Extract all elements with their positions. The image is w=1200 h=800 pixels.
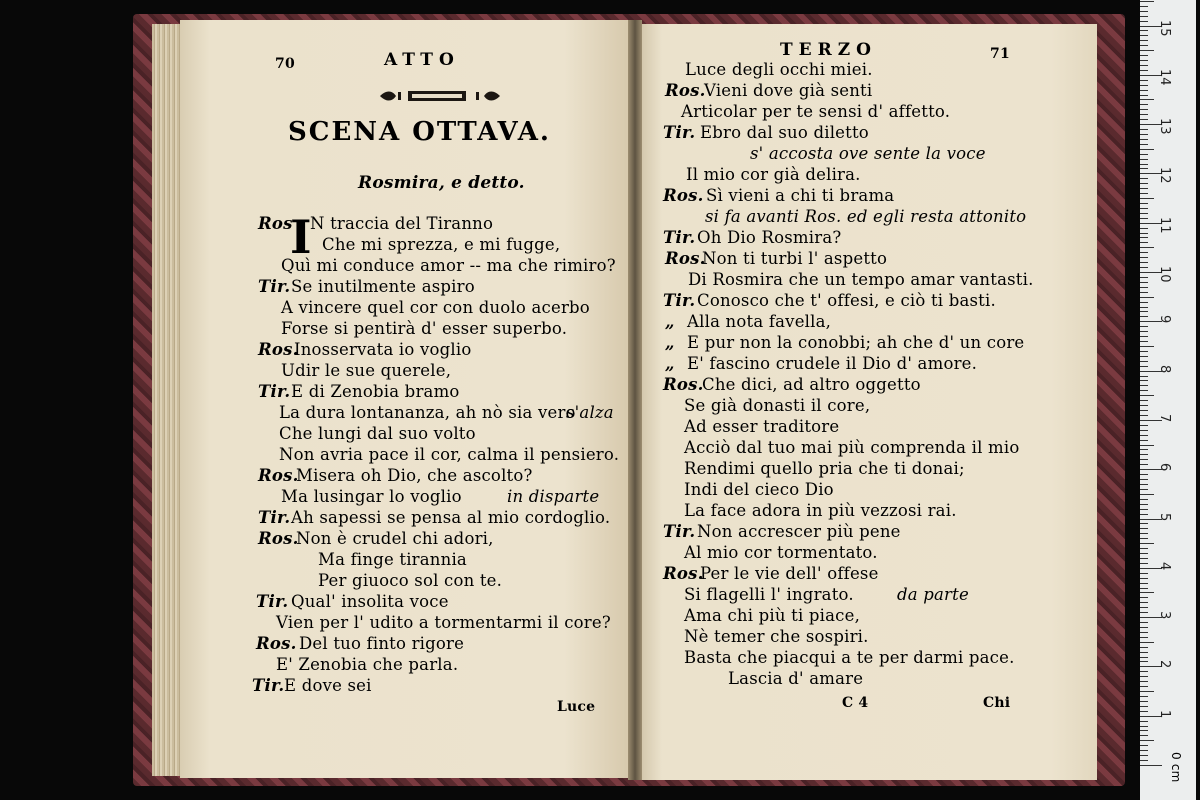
ruler-tick [1140,267,1148,268]
verse-line: Acciò dal tuo mai più comprenda il mio [684,438,1020,457]
ruler-tick [1140,380,1148,381]
verse-line: Non avria pace il cor, calma il pensiero. [279,445,620,464]
ruler-tick [1140,474,1148,475]
ruler-tick [1140,208,1148,209]
ruler-tick [1140,366,1148,367]
speaker-label: Ros. [665,249,706,268]
ruler-tick [1140,583,1148,584]
ornament-icon [378,88,502,104]
verse-line: Non ti turbi l' aspetto [702,249,888,268]
ruler-tick [1140,307,1148,308]
stage-direction: s'alza [566,403,614,422]
verse-line: Lascia d' amare [728,669,864,688]
ruler-tick [1140,178,1148,179]
verse-line: Indi del cieco Dio [684,480,834,499]
ruler-tick [1140,326,1148,327]
ruler-tick [1140,149,1154,150]
verse-line: La face adora in più vezzosi rai. [684,501,957,520]
ruler-tick [1140,218,1148,219]
ruler-tick [1140,533,1148,534]
ruler-number: 15 [1157,19,1172,37]
verse-line: E' Zenobia che parla. [276,655,459,674]
ruler-tick [1140,247,1154,248]
scene-title: SCENA OTTAVA. [288,117,551,147]
ruler-tick [1140,499,1148,500]
ruler-tick [1140,454,1148,455]
speaker-label: Tir. [663,228,696,247]
verse-line: Per giuoco sol con te. [318,571,503,590]
ruler-tick [1140,50,1154,51]
ruler-tick [1140,652,1148,653]
verse-line: Udir le sue querele, [281,361,452,380]
verse-line: Ebro dal suo diletto [700,123,869,142]
ruler-tick [1140,203,1148,204]
speaker-label: Tir. [256,592,289,611]
ruler-tick [1140,80,1148,81]
ruler-tick [1140,144,1148,145]
left-running-head: ATTO [384,50,460,70]
left-page-number: 70 [275,56,295,72]
ruler-tick [1140,351,1148,352]
ruler-tick [1140,523,1148,524]
ruler-tick [1140,311,1148,312]
speaker-label: Ros. [663,564,704,583]
speaker-label: Tir. [258,382,291,401]
verse-line: Si flagelli l' ingrato. [684,585,854,604]
ruler-tick [1140,597,1148,598]
ruler-tick [1140,6,1148,7]
ruler-tick [1140,385,1148,386]
ruler-tick [1140,16,1148,17]
verse-line: Nè temer che sospiri. [684,627,869,646]
ruler-number: 12 [1157,167,1172,184]
ruler-tick [1140,346,1154,347]
verse-line: A vincere quel cor con duolo acerbo [281,298,590,317]
ruler-tick [1140,676,1148,677]
ruler-tick [1140,514,1148,515]
ruler-number: 3 [1157,611,1172,620]
verse-line: Alla nota favella, [687,312,832,331]
drop-cap: I [290,210,312,264]
ruler-tick [1140,287,1148,288]
ruler-tick [1140,425,1148,426]
ruler-tick [1140,449,1148,450]
speaker-label: Tir. [252,676,285,695]
ruler-tick [1140,193,1148,194]
ruler-number: 5 [1157,512,1172,521]
ruler-tick [1140,70,1148,71]
ruler-tick [1140,573,1148,574]
speaker-label: Ros. [256,634,297,653]
speaker-label: Ros. [663,375,704,394]
ruler-tick [1140,55,1148,56]
ruler-tick [1140,1,1154,2]
speaker-label: Tir. [663,522,696,541]
verse-line: Quì mi conduce amor -- ma che rimiro? [281,256,616,275]
ruler-tick [1140,415,1148,416]
ruler-tick [1140,755,1148,756]
ruler-tick [1140,632,1148,633]
ruler-tick [1140,750,1148,751]
ruler-tick [1140,109,1148,110]
verse-line: Sì vieni a chi ti brama [706,186,895,205]
ruler-tick [1140,445,1154,446]
verse-line: Il mio cor già delira. [686,165,861,184]
ruler-tick [1140,504,1148,505]
ruler-tick [1140,553,1148,554]
verse-line: E' fascino crudele il Dio d' amore. [687,354,978,373]
ruler-tick [1140,602,1148,603]
verse-line: Ma finge tirannia [318,550,467,569]
ruler-tick [1140,134,1148,135]
speaker-label: Ros. [665,81,706,100]
verse-line: Forse si pentirà d' esser superbo. [281,319,568,338]
ruler-tick [1140,159,1148,160]
ruler-tick [1140,400,1148,401]
ruler-tick [1140,361,1148,362]
ruler-tick [1140,543,1154,544]
speaker-label: Ros. [258,466,299,485]
verse-line: Oh Dio Rosmira? [697,228,842,247]
ruler-tick [1140,282,1148,283]
ruler-tick [1140,331,1148,332]
ruler-number: 13 [1157,118,1172,135]
ruler-tick [1140,671,1148,672]
ruler-tick [1140,681,1148,682]
ruler-tick [1140,696,1148,697]
ruler-tick [1140,35,1148,36]
speaker-label: „ [665,354,675,373]
gutter [628,20,642,780]
ruler-tick [1140,578,1148,579]
ruler-tick [1140,735,1148,736]
ruler-tick [1140,65,1148,66]
verse-line: Per le vie dell' offese [700,564,879,583]
ruler-tick [1140,642,1154,643]
ruler-tick [1140,464,1148,465]
speaker-label: „ [665,312,675,331]
verse-line: Misera oh Dio, che ascolto? [296,466,533,485]
ruler-tick [1140,558,1148,559]
ruler-number: 14 [1157,68,1172,86]
verse-line: Non è crudel chi adori, [296,529,494,548]
ruler-tick [1140,563,1148,564]
ruler-tick [1140,316,1148,317]
ruler-number: 9 [1157,315,1172,324]
ruler-tick [1140,548,1148,549]
measurement-ruler [1140,0,1196,800]
verse-line: Articolar per te sensi d' affetto. [681,102,951,121]
ruler-tick [1140,297,1154,298]
right-catchword: Chi [983,695,1011,711]
ruler-tick [1140,11,1148,12]
ruler-tick [1140,686,1148,687]
ruler-tick [1140,711,1148,712]
ruler-tick [1140,40,1148,41]
ruler-tick [1140,740,1154,741]
verse-line: Vien per l' udito a tormentarmi il core? [276,613,611,632]
ruler-tick [1140,479,1148,480]
speaker-label: Tir. [258,508,291,527]
ruler-tick [1140,588,1148,589]
ruler-tick [1140,612,1148,613]
speaker-label: „ [665,333,675,352]
ruler-tick [1140,440,1148,441]
ruler-tick [1140,430,1148,431]
ruler-tick [1140,745,1148,746]
ruler-tick [1140,760,1148,761]
ruler-tick [1140,302,1148,303]
ruler-tick [1140,45,1148,46]
verse-line: Ma lusingar lo voglio [281,487,462,506]
ruler-tick [1140,292,1148,293]
speaker-label: Ros. [258,529,299,548]
verse-line: Qual' insolita voce [291,592,449,611]
ruler-number: 7 [1157,413,1172,423]
ruler-tick [1140,21,1148,22]
ruler-number: 2 [1157,660,1172,669]
ruler-number: 8 [1157,364,1172,373]
ruler-tick [1140,376,1148,377]
ruler-number: 11 [1157,216,1172,234]
ruler-tick [1140,637,1148,638]
ruler-tick [1140,164,1148,165]
ruler-tick [1140,721,1148,722]
ruler-tick [1140,538,1148,539]
verse-line: Ad esser traditore [684,417,840,436]
verse-line: Vieni dove già senti [704,81,873,100]
ruler-tick [1140,528,1148,529]
speaker-label: Tir. [258,277,291,296]
stage-direction: in disparte [507,487,600,506]
verse-line: La dura lontananza, ah nò sia vero [279,403,576,422]
ruler-tick [1140,410,1148,411]
ruler-tick [1140,114,1148,115]
speaker-label: Tir. [663,291,696,310]
ruler-tick [1140,262,1148,263]
verse-line: E pur non la conobbi; ah che d' un core [687,333,1025,352]
verse-line: Basta che piacqui a te per darmi pace. [684,648,1015,667]
ruler-tick [1140,242,1148,243]
ruler-tick [1140,405,1148,406]
verse-line: Del tuo finto rigore [299,634,465,653]
ruler-tick [1140,228,1148,229]
verse-line: Rendimi quello pria che ti donai; [684,459,965,478]
ruler-tick [1140,183,1148,184]
ruler-number: 4 [1157,561,1172,571]
verse-line: Conosco che t' offesi, e ciò ti basti. [697,291,996,310]
ruler-tick [1140,252,1148,253]
verse-line: Che dici, ad altro oggetto [702,375,921,394]
ruler-tick [1140,154,1148,155]
verse-line: E dove sei [284,676,372,695]
ruler-tick [1140,459,1148,460]
ruler-tick [1140,592,1154,593]
ruler-tick [1140,99,1154,100]
ruler-tick [1140,168,1148,169]
ruler-tick [1140,119,1148,120]
ruler-tick [1140,726,1148,727]
verse-line: N traccia del Tiranno [310,214,494,233]
ruler-tick [1140,341,1148,342]
ruler-tick [1140,104,1148,105]
stage-direction: s' accosta ove sente la voce [750,144,986,163]
ruler-tick [1140,198,1154,199]
ruler-tick [1140,701,1148,702]
verse-line: Che lungi dal suo volto [279,424,476,443]
verse-line: Al mio cor tormentato. [684,543,878,562]
ruler-tick [1140,484,1148,485]
ruler-tick [1140,90,1148,91]
ruler-tick [1140,657,1148,658]
signature-mark: C 4 [842,695,869,711]
ruler-tick [1140,233,1148,234]
ruler-tick [1140,730,1148,731]
ruler-tick [1140,489,1148,490]
ruler-tick [1140,765,1162,766]
verse-line: Ah sapessi se pensa al mio cordoglio. [291,508,611,527]
ruler-tick [1140,129,1148,130]
speaker-label: Ros. [663,186,704,205]
right-running-head: TERZO [780,40,877,60]
verse-line: E di Zenobia bramo [291,382,460,401]
ruler-number: 10 [1157,266,1172,283]
ruler-tick [1140,60,1148,61]
ruler-tick [1140,435,1148,436]
ruler-tick [1140,213,1148,214]
ruler-tick [1140,627,1148,628]
ruler-tick [1140,336,1148,337]
verse-line: Di Rosmira che un tempo amar vantasti. [688,270,1034,289]
speaker-label: Ros [258,214,293,233]
ruler-tick [1140,356,1148,357]
ruler-tick [1140,237,1148,238]
ruler-tick [1140,706,1148,707]
ruler-number: 6 [1157,463,1172,472]
ruler-tick [1140,390,1148,391]
page-edges [152,24,182,776]
right-page-number: 71 [990,46,1010,62]
verse-line: Luce degli occhi miei. [685,60,873,79]
ruler-tick [1140,661,1148,662]
stage-direction: si fa avanti Ros. ed egli resta attonito [705,207,1027,226]
verse-line: Che mi sprezza, e mi fugge, [322,235,561,254]
ruler-tick [1140,691,1154,692]
left-catchword: Luce [557,699,596,715]
verse-line: Inosservata io voglio [294,340,472,359]
verse-line: Ama chi più ti piace, [684,606,861,625]
ruler-unit-label: 0 cm [1169,752,1183,783]
ruler-tick [1140,622,1148,623]
ruler-number: 1 [1157,709,1172,718]
speaker-label: Ros. [258,340,299,359]
ruler-tick [1140,30,1148,31]
ruler-tick [1140,509,1148,510]
verse-line: Non accrescer più pene [697,522,901,541]
verse-line: Se inutilmente aspiro [291,277,475,296]
ruler-tick [1140,139,1148,140]
stage-direction: da parte [897,585,969,604]
ruler-tick [1140,494,1154,495]
ruler-tick [1140,85,1148,86]
ruler-tick [1140,257,1148,258]
ruler-tick [1140,395,1154,396]
scene-persons: Rosmira, e detto. [358,173,525,193]
ruler-tick [1140,277,1148,278]
speaker-label: Tir. [663,123,696,142]
verse-line: Se già donasti il core, [684,396,871,415]
ruler-tick [1140,188,1148,189]
ruler-tick [1140,95,1148,96]
ruler-tick [1140,607,1148,608]
ruler-tick [1140,647,1148,648]
